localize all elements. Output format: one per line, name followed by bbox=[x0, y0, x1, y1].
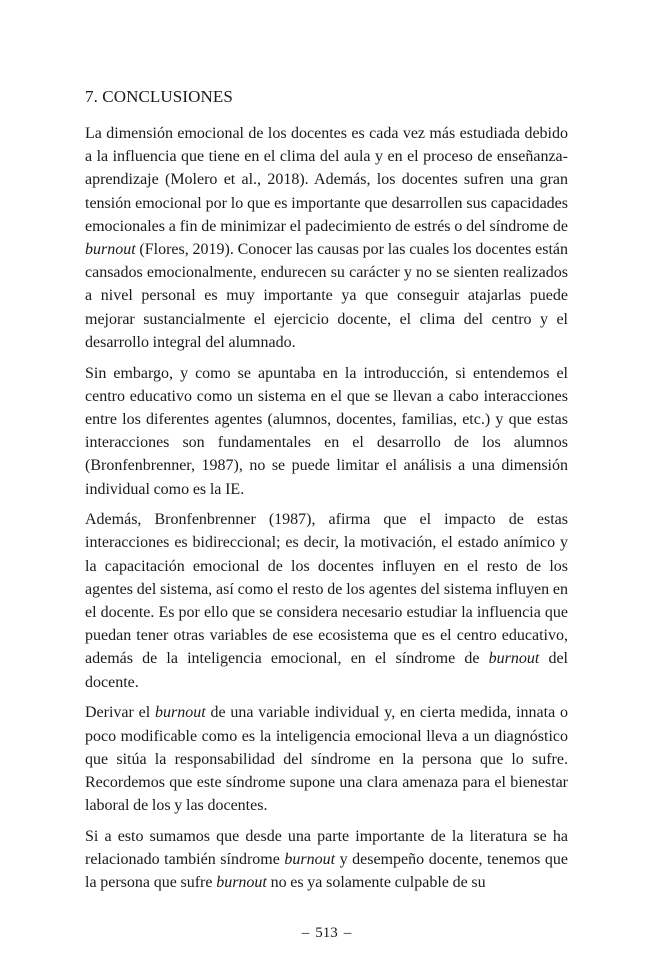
text-run: Sin embargo, y como se apuntaba en la introducción, si entendemos el centro educativo como un sistema en el que se llevan a cabo interacciones entre los diferentes agentes (alumnos, docentes, familias, etc.) y que estas interacciones son fundamentales en el desarrollo de los alumnos (Bronfenbrenner, 1987), no se puede limitar el análisis a una dimensión individual como es la IE. bbox=[85, 364, 568, 498]
italic-term: burnout bbox=[216, 874, 267, 892]
paragraph bbox=[85, 508, 568, 694]
text-run: La dimensión emocional de los docentes es cada vez más estudiada debido a la influencia que tiene en el clima del aula y en el proceso de enseñanza-aprendizaje (Molero et al., 2018). Además, los docentes sufren una gran tensión emocional por lo que es importante que desarrollen sus capacidades emocionales a fin de minimizar el padecimiento de estrés o del síndrome de bbox=[85, 125, 568, 235]
paragraph bbox=[85, 122, 568, 354]
text-run: no es ya solamente culpable de su bbox=[266, 874, 486, 892]
italic-term: burnout bbox=[85, 241, 136, 259]
text-run: y desempeño docente, tenemos que la persona que sufre bbox=[85, 851, 568, 892]
italic-term: burnout bbox=[488, 650, 540, 668]
text-run: (Flores, 2019). Conocer las causas por las cuales los docentes están cansados emocionalmente, endurecen su carácter y no se sienten realizados a nivel personal es muy importante ya que conseguir atajarlas puede mejorar sustancialmente el ejercicio docente, el clima del centro y el desarrollo integral del alumnado. bbox=[85, 241, 568, 351]
text-run: Además, Bronfenbrenner (1987), afirma que el impacto de estas interacciones es bidireccional; es decir, la motivación, el estado anímico y la capacitación emocional de los docentes influyen en el resto de los agentes del sistema, así como el resto de los agentes del sistema influyen en el docente. Es por ello que se considera necesario estudiar la influencia que puedan tener otras variables de ese ecosistema que es el centro educativo, además de la inteligencia emocional, en el síndrome de bbox=[85, 511, 568, 668]
italic-term: burnout bbox=[284, 851, 336, 869]
text-run: de una variable individual y, en cierta medida, innata o poco modificable como es la inteligencia emocional lleva a un diagnóstico que sitúa la responsabilidad del síndrome en la persona que lo sufre. Recordemos que este síndrome supone una clara amenaza para el bienestar laboral de los y las docentes. bbox=[85, 704, 568, 815]
folio-dash-right: – bbox=[343, 925, 352, 941]
text-run: Si a esto sumamos que desde una parte importante de la literatura se ha relacionado también síndrome bbox=[85, 827, 568, 869]
italic-term: burnout bbox=[155, 704, 206, 722]
page-number-footer bbox=[85, 923, 568, 943]
text-run: del docente. bbox=[85, 650, 569, 691]
text-run: Derivar el bbox=[85, 704, 155, 722]
page-number: 513 bbox=[315, 925, 338, 941]
document-page bbox=[85, 0, 568, 975]
folio-dash-left: – bbox=[301, 925, 310, 941]
paragraph bbox=[85, 825, 568, 895]
section-title: 7. CONCLUSIONES bbox=[85, 87, 233, 106]
paragraph bbox=[85, 701, 568, 817]
body-text bbox=[85, 122, 568, 902]
paragraph bbox=[85, 362, 568, 501]
